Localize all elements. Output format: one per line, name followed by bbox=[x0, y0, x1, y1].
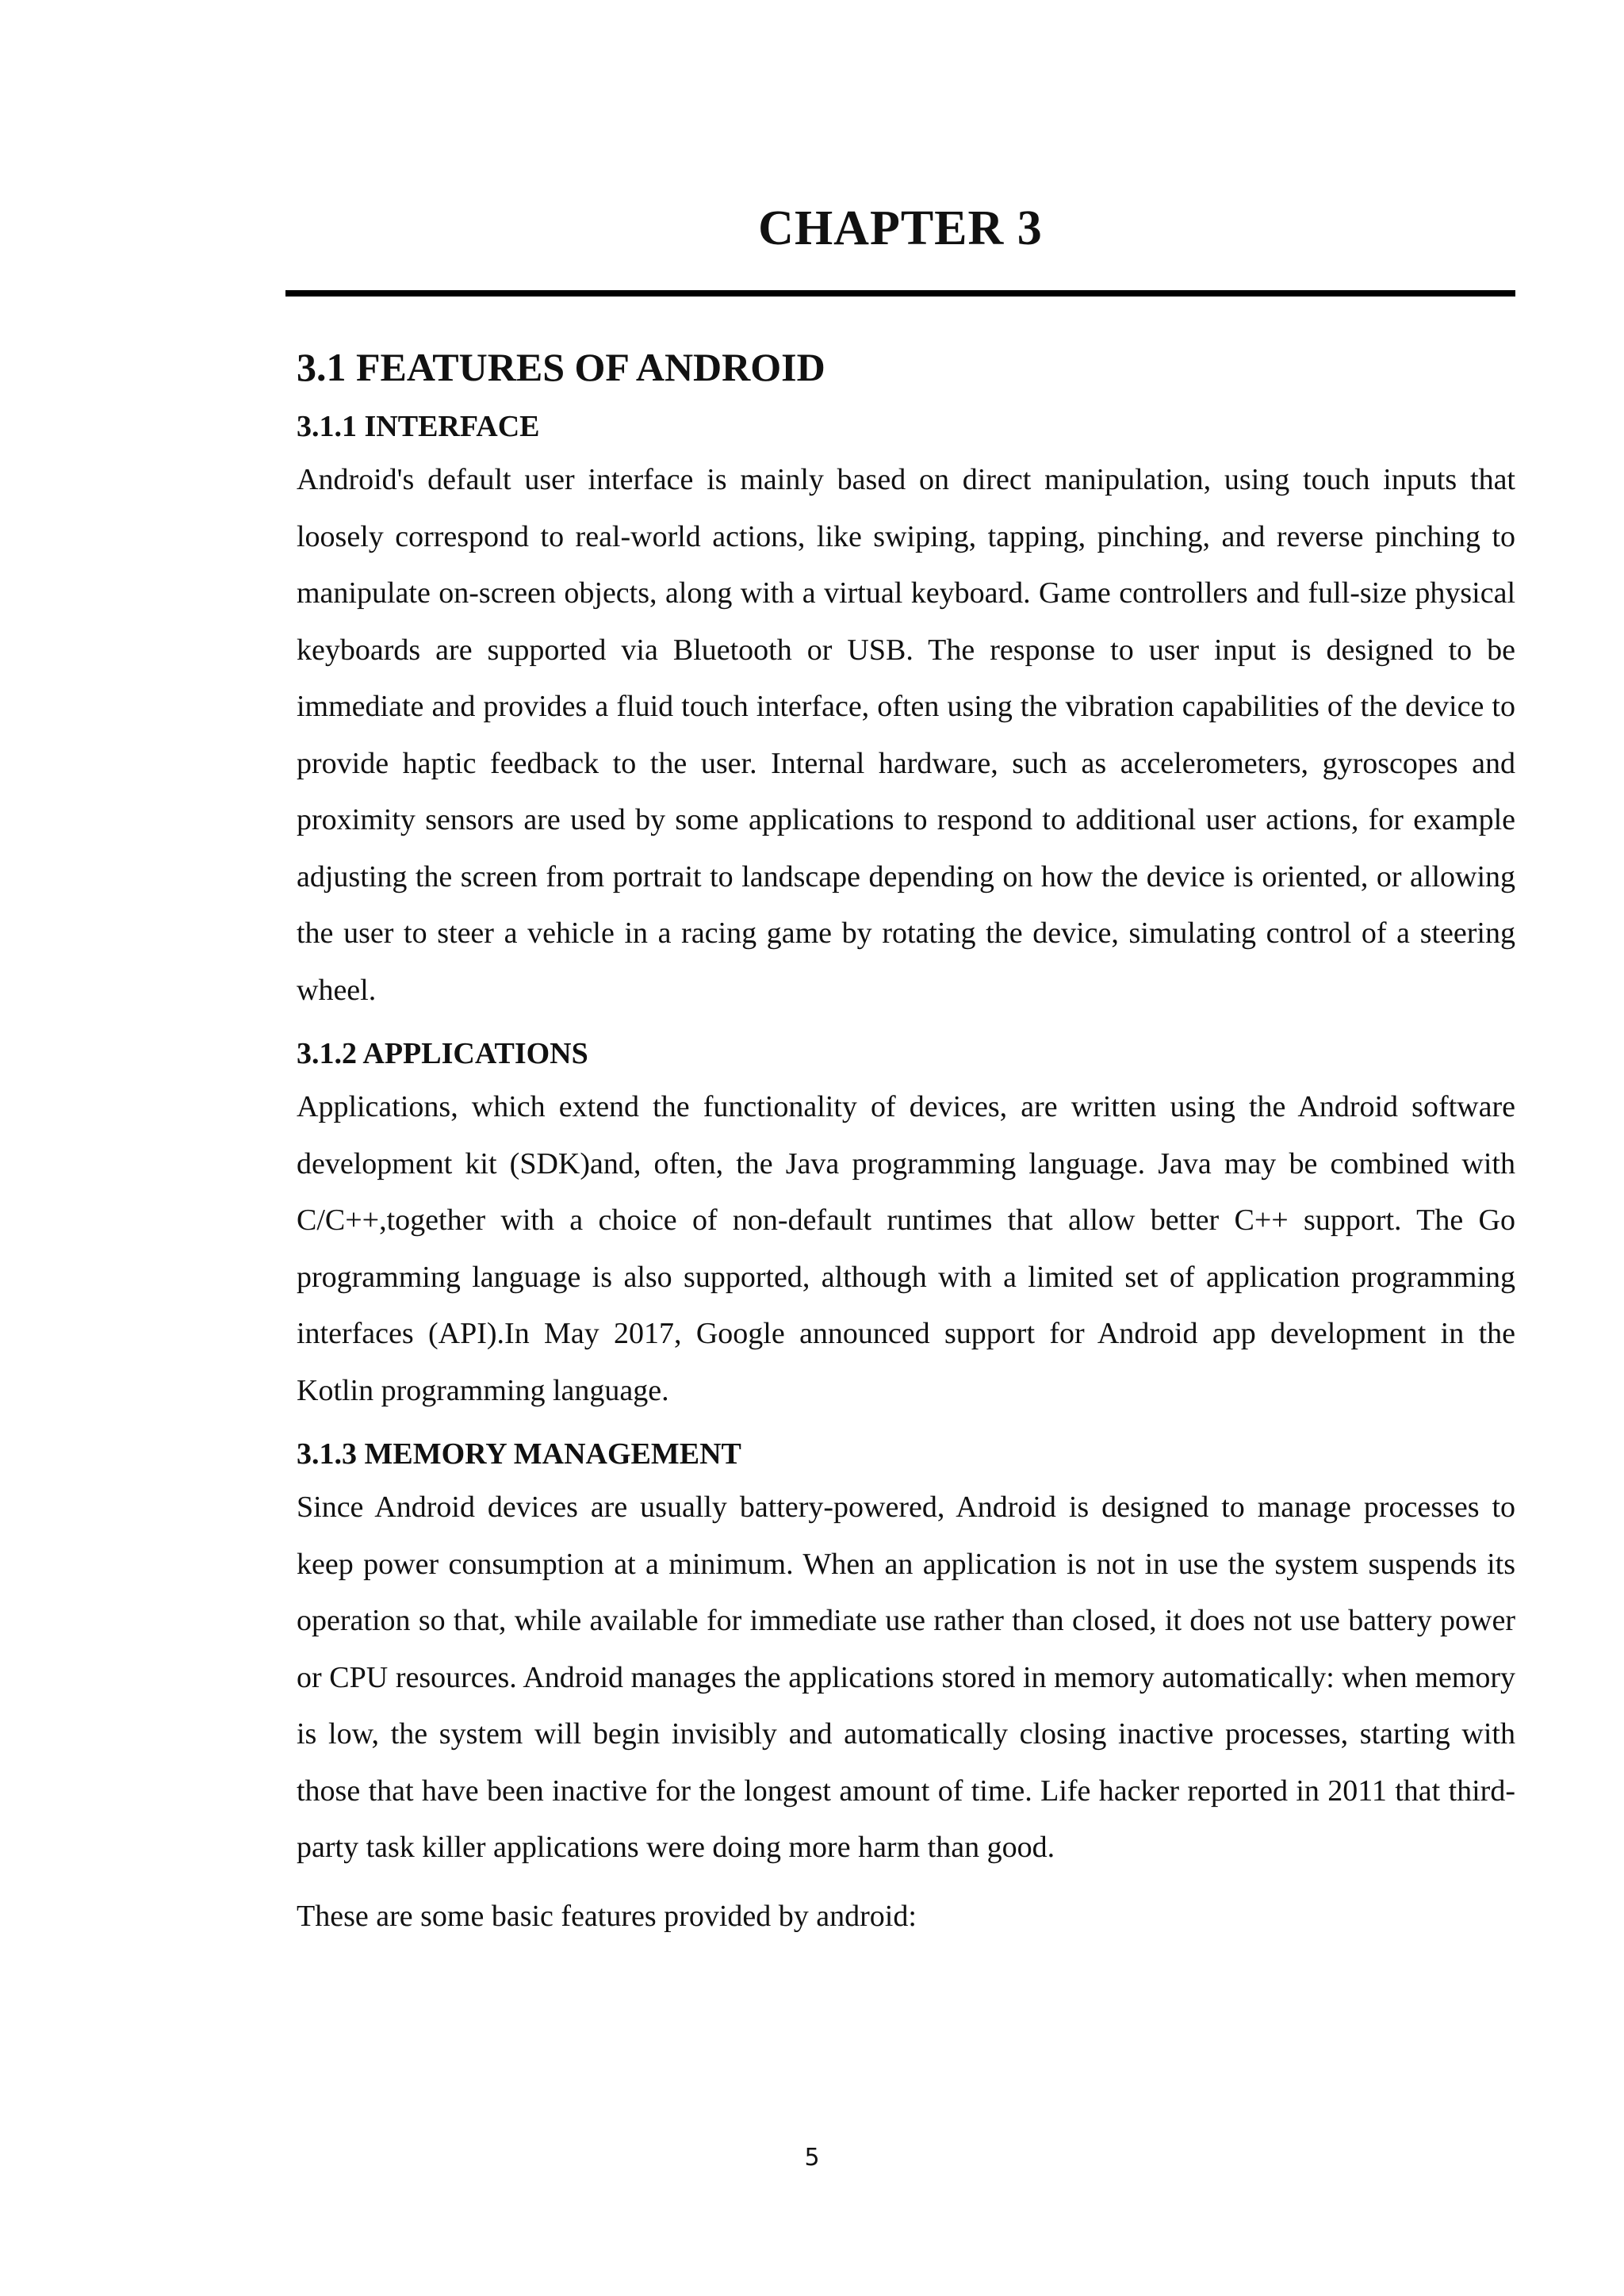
chapter-title: CHAPTER 3 bbox=[758, 201, 1043, 255]
subsection-paragraph: Applications, which extend the functionality of devices, are written using the Android software development kit (SDK)and, often, the Java programming language. Java may be combined with C/C++,together with a choice of non-default runtimes that allow better C++ support. The Go programming language is also supported, although with a limited set of application programming interfaces (API).In May 2017, Google announced support for Android app development in the Kotlin programming language. bbox=[297, 1090, 1515, 1407]
subsection-heading: 3.1.2 APPLICATIONS bbox=[297, 1037, 588, 1070]
subsection-heading: 3.1.1 INTERFACE bbox=[297, 410, 540, 443]
subsection-applications bbox=[297, 1035, 1515, 1419]
chapter-divider bbox=[285, 290, 1515, 297]
page-number: 5 bbox=[804, 2144, 820, 2172]
subsection-paragraph: Since Android devices are usually battery-powered, Android is designed to manage processes to keep power consumption at a minimum. When an application is not in use the system suspends its operation so that, while available for immediate use rather than closed, it does not use battery power or CPU resources. Android manages the applications stored in memory automatically: when memory is low, the system will begin invisibly and automatically closing inactive processes, starting with those that have been inactive for the longest amount of time. Life hacker reported in 2011 that third-party task killer applications were doing more harm than good. bbox=[297, 1490, 1515, 1864]
subsection-interface bbox=[297, 408, 1515, 1019]
page-content bbox=[297, 341, 1515, 1940]
subsection-heading: 3.1.3 MEMORY MANAGEMENT bbox=[297, 1437, 741, 1471]
closing-text: These are some basic features provided by android: bbox=[297, 1899, 917, 1933]
subsection-paragraph: Android's default user interface is mainly based on direct manipulation, using touch inputs that loosely correspond to real-world actions, like swiping, tapping, pinching, and reverse pinching to manipulate on-screen objects, along with a virtual keyboard. Game controllers and full-size physical keyboards are supported via Bluetooth or USB. The response to user input is designed to be immediate and provides a fluid touch interface, often using the vibration capabilities of the device to provide haptic feedback to the user. Internal hardware, such as accelerometers, gyroscopes and proximity sensors are used by some applications to respond to additional user actions, for example adjusting the screen from portrait to landscape depending on how the device is oriented, or allowing the user to steer a vehicle in a racing game by rotating the device, simulating control of a steering wheel. bbox=[297, 463, 1515, 1007]
section-title: 3.1 FEATURES OF ANDROID bbox=[297, 345, 825, 389]
subsection-memory-management bbox=[297, 1435, 1515, 1877]
